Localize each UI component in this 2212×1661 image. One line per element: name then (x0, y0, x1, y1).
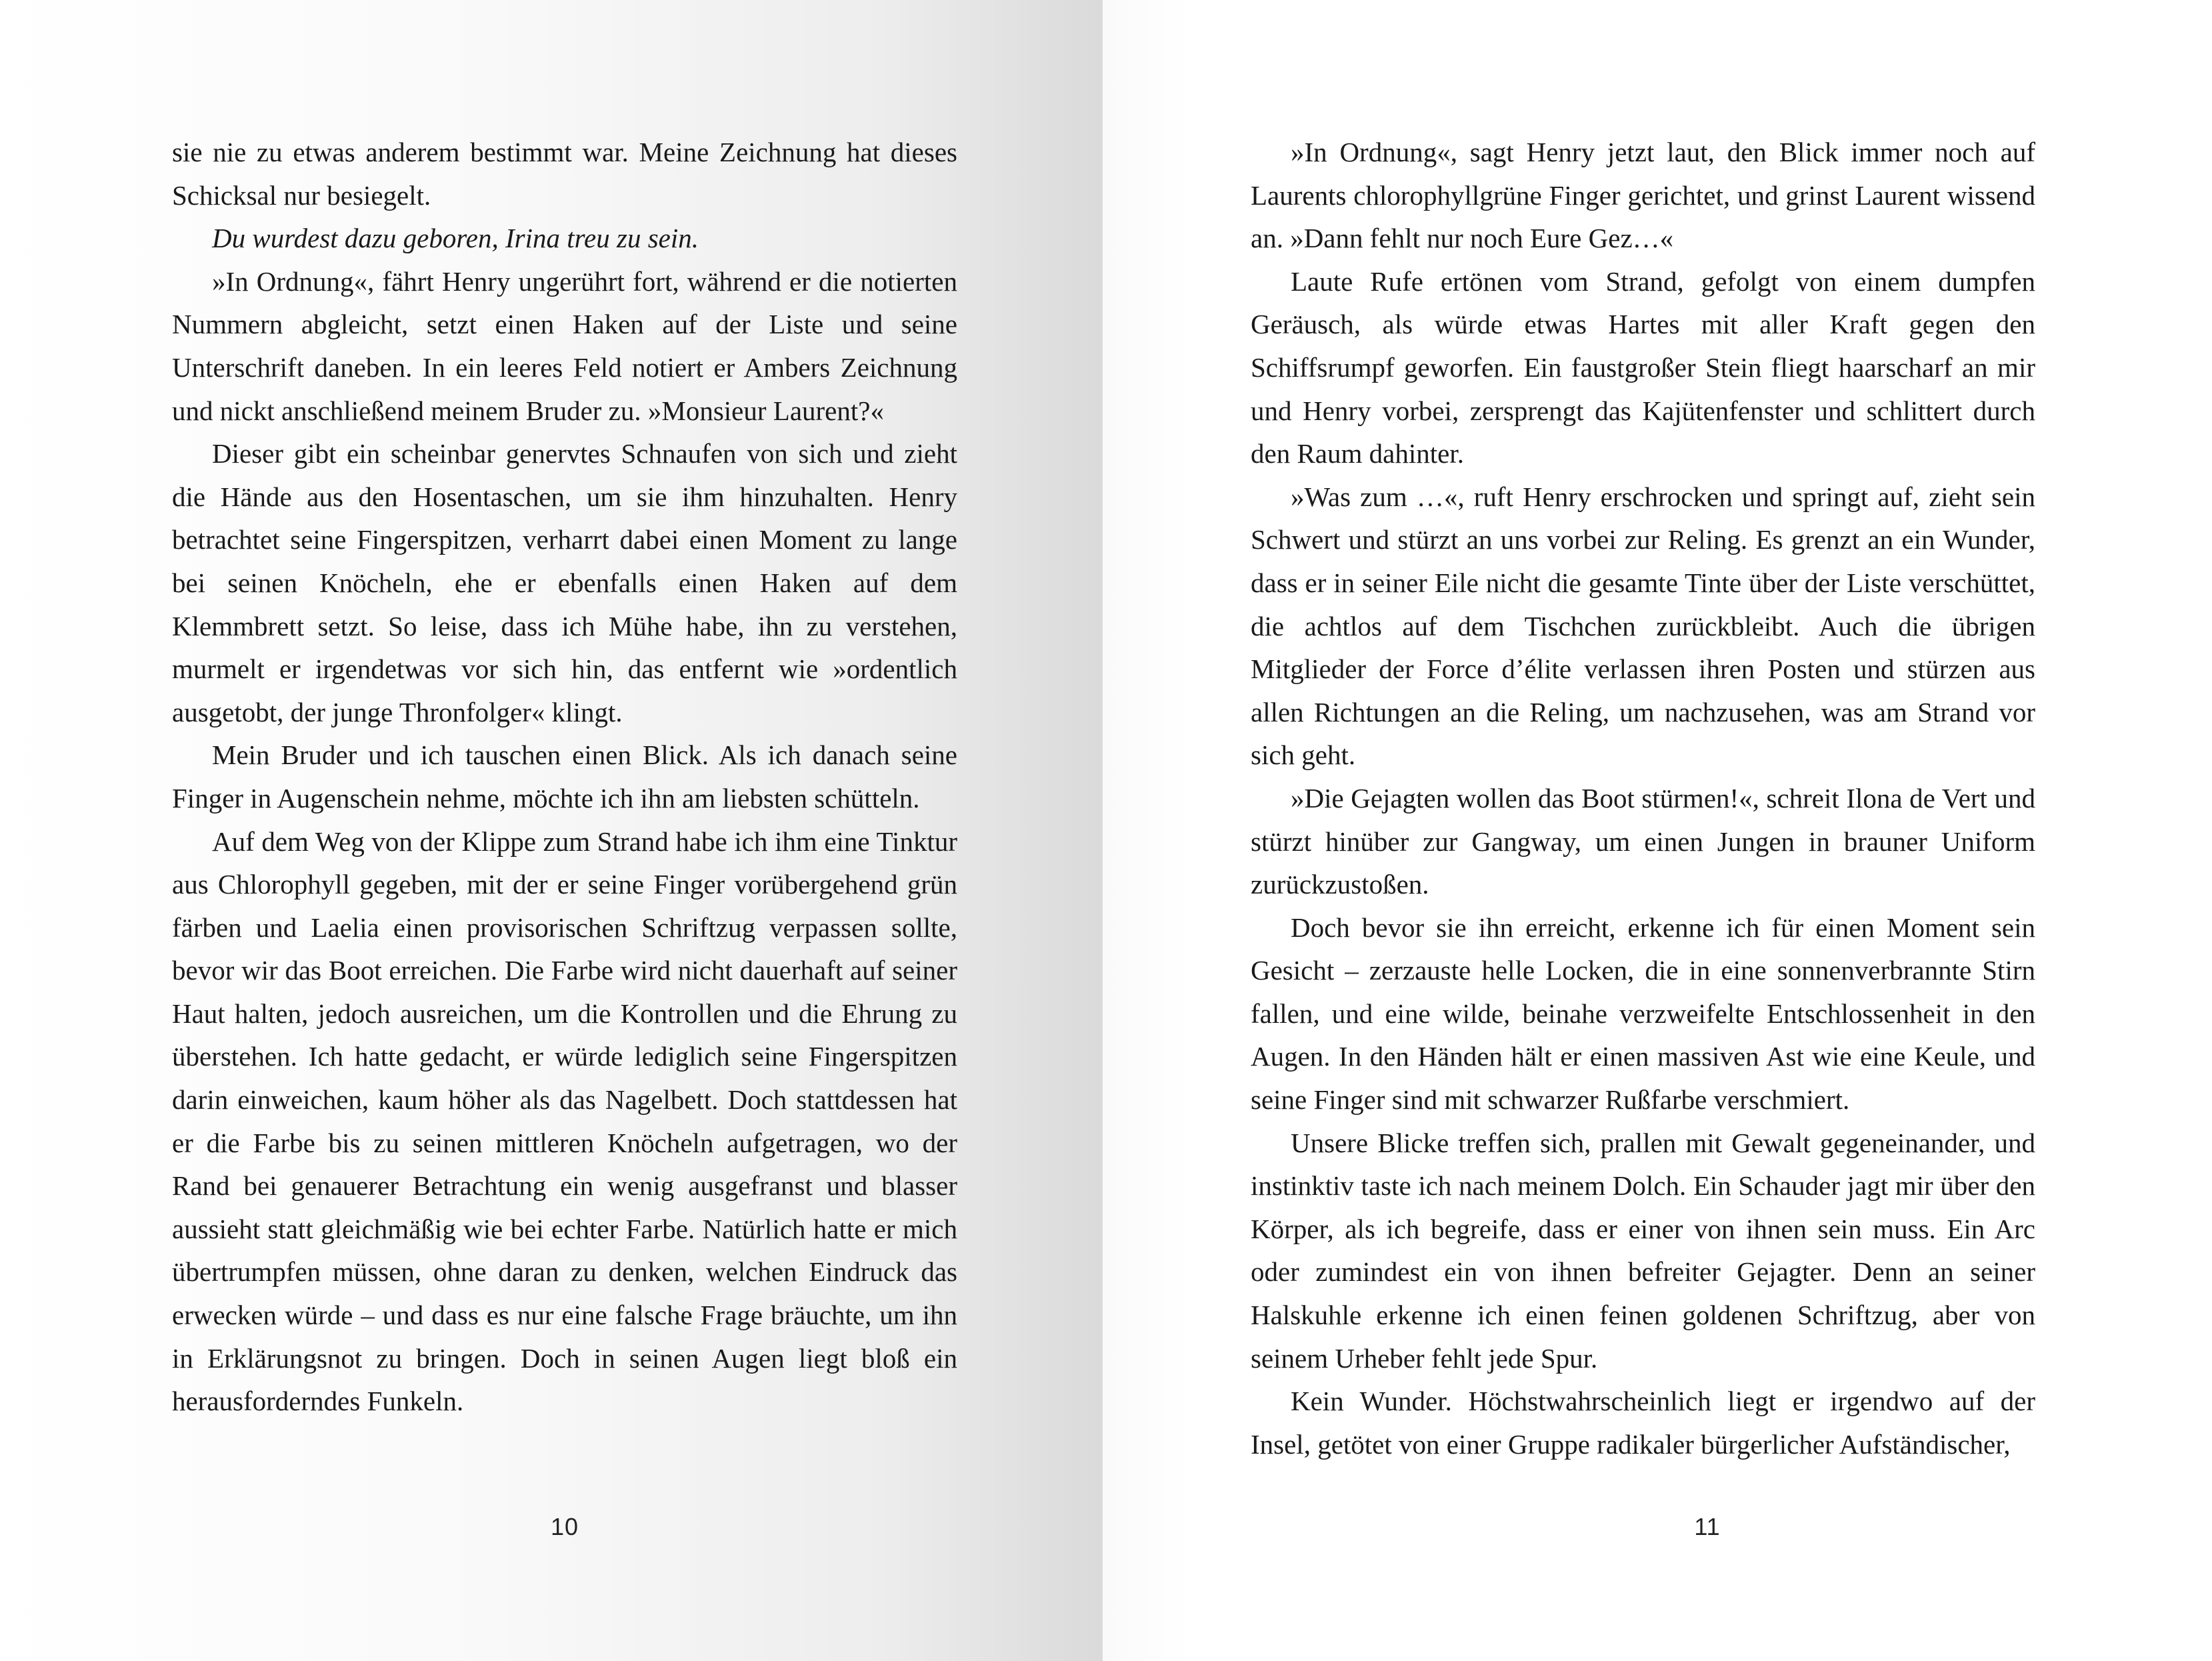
paragraph: Mein Bruder und ich tauschen einen Blick. Als ich danach seine Finger in Augenschein nehme, möchte ich ihn am liebsten schütteln. (172, 739, 957, 813)
paragraph: »In Ordnung«, fährt Henry ungerührt fort, während er die notierten Nummern abgleicht, setzt einen Haken auf der Liste und seine Unterschrift daneben. In ein leeres Feld notiert er Ambers Zeichnung und nickt anschließend meinem Bruder zu. »Monsieur Laurent?« (172, 265, 957, 426)
paragraph: »In Ordnung«, sagt Henry jetzt laut, den Blick immer noch auf Laurents chlorophyllgrüne Finger gerichtet, und grinst Laurent wissend an. »Dann fehlt nur noch Eure Gez…« (1251, 137, 2035, 254)
paragraph: »Die Gejagten wollen das Boot stürmen!«, schreit Ilona de Vert und stürzt hinüber zur Gangway, um einen Jungen in brauner Uniform zurückzustoßen. (1251, 782, 2035, 900)
paragraph-italic-thought: Du wurdest dazu geboren, Irina treu zu sein. (212, 223, 699, 254)
paragraph: sie nie zu etwas anderem bestimmt war. Meine Zeichnung hat dieses Schicksal nur besiegelt. (172, 137, 957, 211)
page-number-right: 11 (1694, 1513, 1721, 1540)
paragraph: »Was zum …«, ruft Henry erschrocken und springt auf, zieht sein Schwert und stürzt an uns vorbei zur Reling. Es grenzt an ein Wunder, dass er in seiner Eile nicht die gesamte Tinte über der Liste verschüttet, die achtlos auf dem Tischchen zurückbleibt. Auch die übrigen Mitglieder der Force d’élite verlassen ihren Posten und stürzen aus allen Richtungen an die Reling, um nachzusehen, was am Strand vor sich geht. (1251, 481, 2035, 771)
page-number-left: 10 (550, 1513, 579, 1540)
paragraph: Kein Wunder. Höchstwahrscheinlich liegt er irgendwo auf der Insel, getötet von einer Gruppe radikaler bürgerlicher Aufständischer, (1251, 1386, 2035, 1460)
left-page (0, 0, 1103, 1661)
paragraph: Unsere Blicke treffen sich, prallen mit Gewalt gegeneinander, und instinktiv taste ich nach meinem Dolch. Ein Schauder jagt mir über den Körper, als ich begreife, dass er einer von ihnen sein muss. Ein Arc oder zumindest ein von ihnen befreiter Gejagter. Denn an seiner Halskuhle erkenne ich einen feinen goldenen Schriftzug, aber von seinem Urheber fehlt jede Spur. (1251, 1127, 2035, 1374)
paragraph: Dieser gibt ein scheinbar genervtes Schnaufen von sich und zieht die Hände aus den Hosentaschen, um sie ihm hinzuhalten. Henry betrachtet seine Fingerspitzen, verharrt dabei einen Moment zu lange bei seinen Knöcheln, ehe er ebenfalls einen Haken auf dem Klemmbrett setzt. So leise, dass ich Mühe habe, ihn zu verstehen, murmelt er irgendetwas vor sich hin, das entfernt wie »ordentlich ausgetobt, der junge Thronfolger« klingt. (172, 438, 957, 727)
paragraph: Auf dem Weg von der Klippe zum Strand habe ich ihm eine Tinktur aus Chlorophyll gegeben, mit der er seine Finger vorübergehend grün färben und Laelia einen provisorischen Schriftzug verpassen sollte, bevor wir das Boot erreichen. Die Farbe wird nicht dauerhaft auf seiner Haut halten, jedoch ausreichen, um die Kontrollen und die Ehrung zu überstehen. Ich hatte gedacht, er würde lediglich seine Fingerspitzen darin einweichen, kaum höher als das Nagelbett. Doch stattdessen hat er die Farbe bis zu seinen mittleren Knöcheln aufgetragen, wo der Rand bei genauerer Betrachtung ein wenig ausgefranst und blasser aussieht statt gleichmäßig wie bei echter Farbe. Natürlich hatte er mich übertrumpfen müssen, ohne daran zu denken, welchen Eindruck das erwecken würde – und dass es nur eine falsche Frage bräuchte, um ihn in Erklärungsnot zu bringen. Doch in seinen Augen liegt bloß ein herausforderndes Funkeln. (172, 825, 957, 1417)
right-page-text (1251, 131, 2035, 1466)
paragraph: Laute Rufe ertönen vom Strand, gefolgt von einem dumpfen Geräusch, als würde etwas Hartes mit aller Kraft gegen den Schiffsrumpf geworfen. Ein faustgroßer Stein fliegt haarscharf an mir und Henry vorbei, zersprengt das Kajütenfenster und schlittert durch den Raum dahinter. (1251, 265, 2035, 469)
left-page-text (172, 131, 957, 1423)
right-page (1103, 0, 2212, 1661)
paragraph: Doch bevor sie ihn erreicht, erkenne ich für einen Moment sein Gesicht – zerzauste helle Locken, die in eine sonnenverbrannte Stirn fallen, und eine wilde, beinahe verzweifelte Entschlossenheit in den Augen. In den Händen hält er einen massiven Ast wie eine Keule, und seine Finger sind mit schwarzer Rußfarbe verschmiert. (1251, 912, 2035, 1116)
